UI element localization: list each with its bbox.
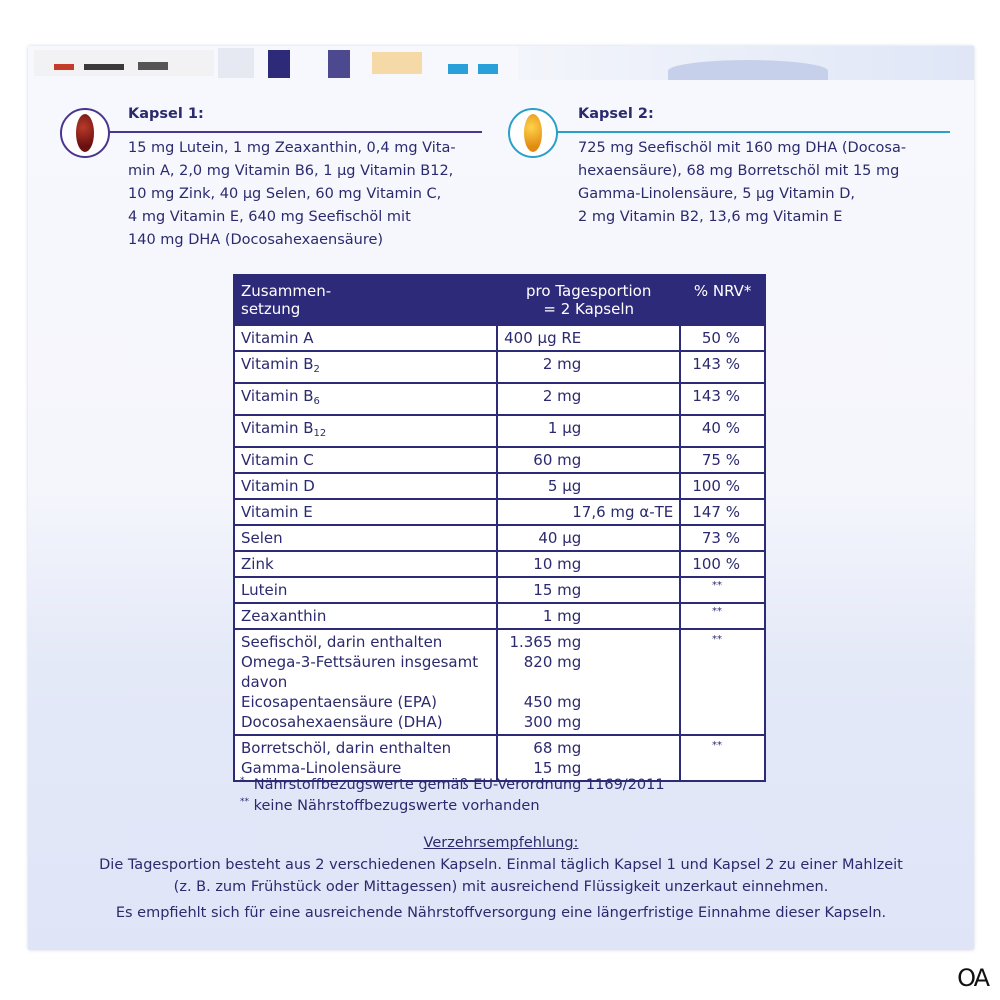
strip-image-left [34,50,214,76]
strip-dark-mark [84,64,124,70]
capsule2-line: 2 mg Vitamin B2, 13,6 mg Vitamin E [578,209,843,225]
nutrient-name: Vitamin $B_6$ [234,383,497,415]
nutrient-amount: 1 µg [497,415,680,447]
nutrient-name: Lutein [234,577,497,603]
borage-name: Gamma-Linolensäure [241,759,402,777]
nutrient-nrv: 73 % [680,525,765,551]
nutrient-amount: 5 µg [497,473,680,499]
capsule1-heading: Kapsel 1: [128,106,204,122]
capsule2-line: Gamma-Linolensäure, 5 µg Vitamin D, [578,186,856,202]
table-row [234,603,765,629]
nutrient-amount: 2 mg [497,383,680,415]
package-top-strip [28,46,974,80]
nutrient-name: Vitamin E [234,499,497,525]
nutrient-amount: 400 µg RE [497,325,680,351]
nutrition-table [233,274,766,782]
fishoil-value: 300 mg [523,713,582,731]
capsule1-description [128,137,456,252]
recommendation-line: Es empfiehlt sich für eine ausreichende Nährstoffversorgung eine längerfristige Einnahme dieser Kapseln. [115,905,887,921]
fishoil-name: Docosahexaensäure (DHA) [241,713,443,731]
table-header-row [234,275,765,325]
strip-red-mark [54,64,74,70]
recommendation-line: Die Tagesportion besteht aus 2 verschiedenen Kapseln. Einmal täglich Kapsel 1 und Kapsel 2 zu einer Mahlzeit [99,857,903,873]
nutrient-amount: 15 mg [497,577,680,603]
fishoil-value: 820 mg [523,653,582,671]
table-row-borage [234,735,765,781]
footnote-1-mark: * [240,776,245,786]
borage-value: 15 mg [533,759,582,777]
nutrient-nrv: 100 % [680,551,765,577]
table-row [234,383,765,415]
header-composition: Zusammen- setzung [234,275,497,325]
recommendation-block [48,832,954,924]
red-capsule-icon [76,114,94,152]
borage-names [234,735,497,781]
recommendation-title: Verzehrsempfehlung: [423,835,579,851]
nutrient-amount: 40 µg [497,525,680,551]
nutrient-name: Vitamin D [234,473,497,499]
table-row [234,525,765,551]
borage-value: 68 mg [533,739,582,757]
orange-capsule-icon [524,114,542,152]
fishoil-nrv: ** [680,629,765,735]
capsule1-line: 15 mg Lutein, 1 mg Zeaxanthin, 0,4 mg Vita- [128,140,456,156]
table-row [234,415,765,447]
table-row [234,447,765,473]
nutrient-nrv: 50 % [680,325,765,351]
borage-name: Borretschöl, darin enthalten [241,739,452,757]
nutrient-amount: 17,6 mg α-TE [497,499,680,525]
table-row [234,473,765,499]
capsule1-line: min A, 2,0 mg Vitamin B6, 1 µg Vitamin B12, [128,163,454,179]
nutrient-amount: 1 mg [497,603,680,629]
capsule2-description [578,137,906,229]
table-row [234,551,765,577]
nutrition-table-body [234,325,765,781]
fishoil-value [504,672,581,692]
nutrient-name: Vitamin A [234,325,497,351]
strip-navy-block [268,50,290,78]
capsule1-icon-frame [60,108,110,158]
capsule1-line: 10 mg Zink, 40 µg Selen, 60 mg Vitamin C, [128,186,442,202]
strip-blue-mark-2 [478,64,498,74]
footnote-2-text: keine Nährstoffbezugswerte vorhanden [253,797,540,814]
capsule2-rule [556,131,950,133]
table-row [234,499,765,525]
nutrient-name: Zeaxanthin [234,603,497,629]
footnote-1-text: Nährstoffbezugswerte gemäß EU-Verordnung 1169/2011 [253,776,665,793]
fishoil-name: Seefischöl, darin enthalten [241,633,443,651]
capsule2-line: 725 mg Seefischöl mit 160 mg DHA (Docosa- [578,140,907,156]
fishoil-value: 450 mg [523,693,582,711]
nutrient-amount: 60 mg [497,447,680,473]
table-row-fishoil [234,629,765,735]
strip-navy-block-2 [328,50,350,78]
nutrient-name: Vitamin $B_{12}$ [234,415,497,447]
footnote-2 [240,797,540,814]
fishoil-names [234,629,497,735]
fishoil-values [497,629,680,735]
header-daily-portion: pro Tagesportion = 2 Kapseln [497,275,680,325]
capsule2-line: hexaensäure), 68 mg Borretschöl mit 15 mg [578,163,900,179]
strip-dark-mark-2 [138,62,168,70]
strip-panel [218,48,254,78]
borage-values [497,735,680,781]
footnote-2-mark: ** [240,797,249,807]
capsule2-icon-frame [508,108,558,158]
nutrient-name: Vitamin C [234,447,497,473]
fishoil-name: Omega-3-Fettsäuren insgesamt [241,653,479,671]
table-row [234,577,765,603]
header-nrv: % NRV* [680,275,765,325]
fishoil-name: davon [241,673,288,691]
strip-blue-mark [448,64,468,74]
nutrient-name: Zink [234,551,497,577]
nutrient-amount: 2 mg [497,351,680,383]
capsule2-heading: Kapsel 2: [578,106,654,122]
nutrient-nrv: 40 % [680,415,765,447]
table-row [234,325,765,351]
nutrient-nrv: 100 % [680,473,765,499]
recommendation-line: (z. B. zum Frühstück oder Mittagessen) mit ausreichend Flüssigkeit unzerkaut einnehmen. [173,879,829,895]
nutrient-amount: 10 mg [497,551,680,577]
footnote-1 [240,776,665,793]
nutrient-nrv: 143 % [680,383,765,415]
capsule1-line: 140 mg DHA (Docosahexaensäure) [128,232,384,248]
nutrient-nrv: 75 % [680,447,765,473]
nutrient-name: Vitamin $B_2$ [234,351,497,383]
fishoil-value: 1.365 mg [509,633,582,651]
capsule1-line: 4 mg Vitamin E, 640 mg Seefischöl mit [128,209,411,225]
strip-orange-block [372,52,422,74]
fishoil-name: Eicosapentaensäure (EPA) [241,693,438,711]
nutrient-name: Selen [234,525,497,551]
borage-nrv: ** [680,735,765,781]
watermark-oa: OA [957,964,988,992]
capsule1-rule [108,131,482,133]
nutrient-nrv: ** [680,603,765,629]
nutrient-nrv: 143 % [680,351,765,383]
strip-eye-shape [668,60,828,80]
nutrient-nrv: 147 % [680,499,765,525]
nutrient-nrv: ** [680,577,765,603]
table-row [234,351,765,383]
